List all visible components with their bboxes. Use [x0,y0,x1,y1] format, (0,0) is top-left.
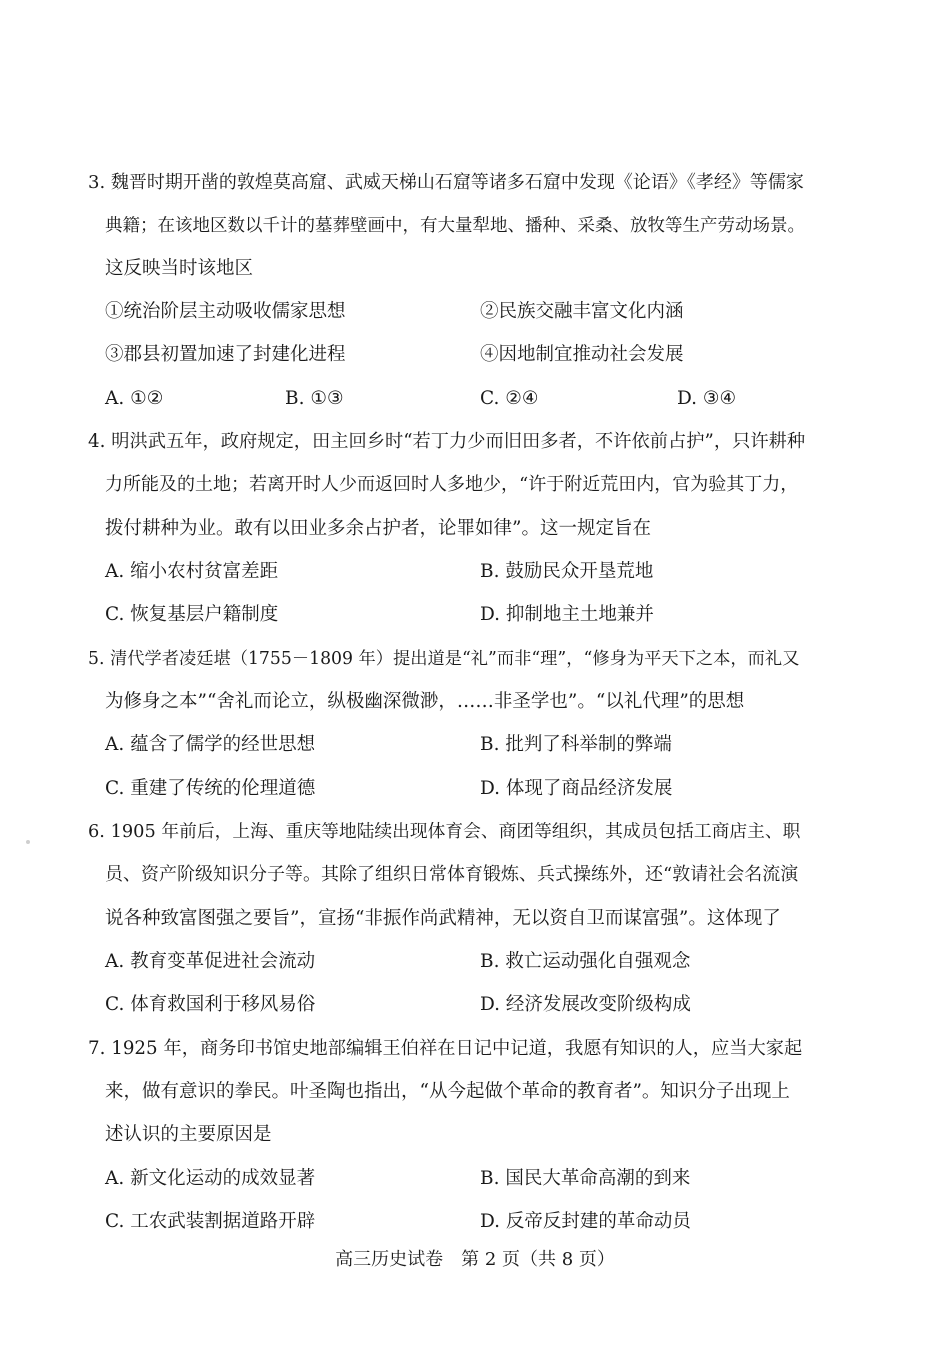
statement-4: ④因地制宜推动社会发展 [480,344,684,365]
option-a: A. 蕴含了儒学的经世思想 [105,734,316,755]
question-stem-line: 5. 清代学者凌廷堪（1755－1809 年）提出道是“礼”而非“理”，“修身为平天下之本，而礼又 [88,649,800,669]
page-footer: 高三历史试卷 第 2 页（共 8 页） [335,1249,615,1270]
option-a: A. ①② [105,388,164,409]
question-stem-line: 这反映当时该地区 [105,258,254,279]
question-stem-line: 来，做有意识的拳民。叶圣陶也指出，“从今起做个革命的教育者”。知识分子出现上 [105,1081,790,1102]
option-a: A. 新文化运动的成效显著 [105,1168,316,1189]
option-b: B. 批判了科举制的弊端 [480,734,672,755]
question-stem-line: 说各种致富图强之要旨”，宣扬“非振作尚武精神，无以资自卫而谋富强”。这体现了 [105,908,781,929]
option-a: A. 教育变革促进社会流动 [105,951,316,972]
option-c: C. 体育救国利于移风易俗 [105,994,316,1015]
question-stem-line: 4. 明洪武五年，政府规定，田主回乡时“若丁力少而旧田多者，不许依前占护”，只许耕种 [88,431,806,452]
option-d: D. 经济发展改变阶级构成 [480,994,691,1015]
option-b: B. ①③ [285,388,344,409]
option-c: C. 重建了传统的伦理道德 [105,778,316,799]
question-stem-line: 员、资产阶级知识分子等。其除了组织日常体育锻炼、兵式操练外，还“敦请社会名流演 [105,864,799,885]
statement-3: ③郡县初置加速了封建化进程 [105,344,346,365]
question-stem-line: 拨付耕种为业。敢有以田业多余占护者，论罪如律”。这一规定旨在 [105,518,651,539]
statement-1: ①统治阶层主动吸收儒家思想 [105,301,346,322]
question-stem-line: 7. 1925 年，商务印书馆史地部编辑王伯祥在日记中记道，我愿有知识的人，应当大家起 [88,1038,803,1059]
option-d: D. ③④ [677,388,737,409]
option-d: D. 抑制地主土地兼并 [480,604,654,625]
option-d: D. 体现了商品经济发展 [480,778,673,799]
option-a: A. 缩小农村贫富差距 [105,561,279,582]
option-c: C. 恢复基层户籍制度 [105,604,279,625]
option-b: B. 国民大革命高潮的到来 [480,1168,691,1189]
question-stem-line: 为修身之本”“舍礼而论立，纵极幽深微渺，……非圣学也”。“以礼代理”的思想 [105,691,745,712]
question-stem-line: 述认识的主要原因是 [105,1124,272,1145]
scan-speck [26,840,30,844]
question-stem-line: 力所能及的土地；若离开时人少而返回时人多地少，“许于附近荒田内，官为验其丁力， [105,474,799,495]
question-stem-line: 6. 1905 年前后，上海、重庆等地陆续出现体育会、商团等组织，其成员包括工商店主、职 [88,822,801,842]
question-stem-line: 典籍；在该地区数以千计的墓葬壁画中，有大量犁地、播种、采桑、放牧等生产劳动场景。 [105,216,805,236]
question-stem-line: 3. 魏晋时期开凿的敦煌莫高窟、武威天梯山石窟等诸多石窟中发现《论语》《孝经》等儒家 [88,172,804,193]
option-b: B. 鼓励民众开垦荒地 [480,561,654,582]
option-d: D. 反帝反封建的革命动员 [480,1211,691,1232]
statement-2: ②民族交融丰富文化内涵 [480,301,684,322]
option-c: C. 工农武装割据道路开辟 [105,1211,316,1232]
option-c: C. ②④ [480,388,539,409]
option-b: B. 救亡运动强化自强观念 [480,951,691,972]
